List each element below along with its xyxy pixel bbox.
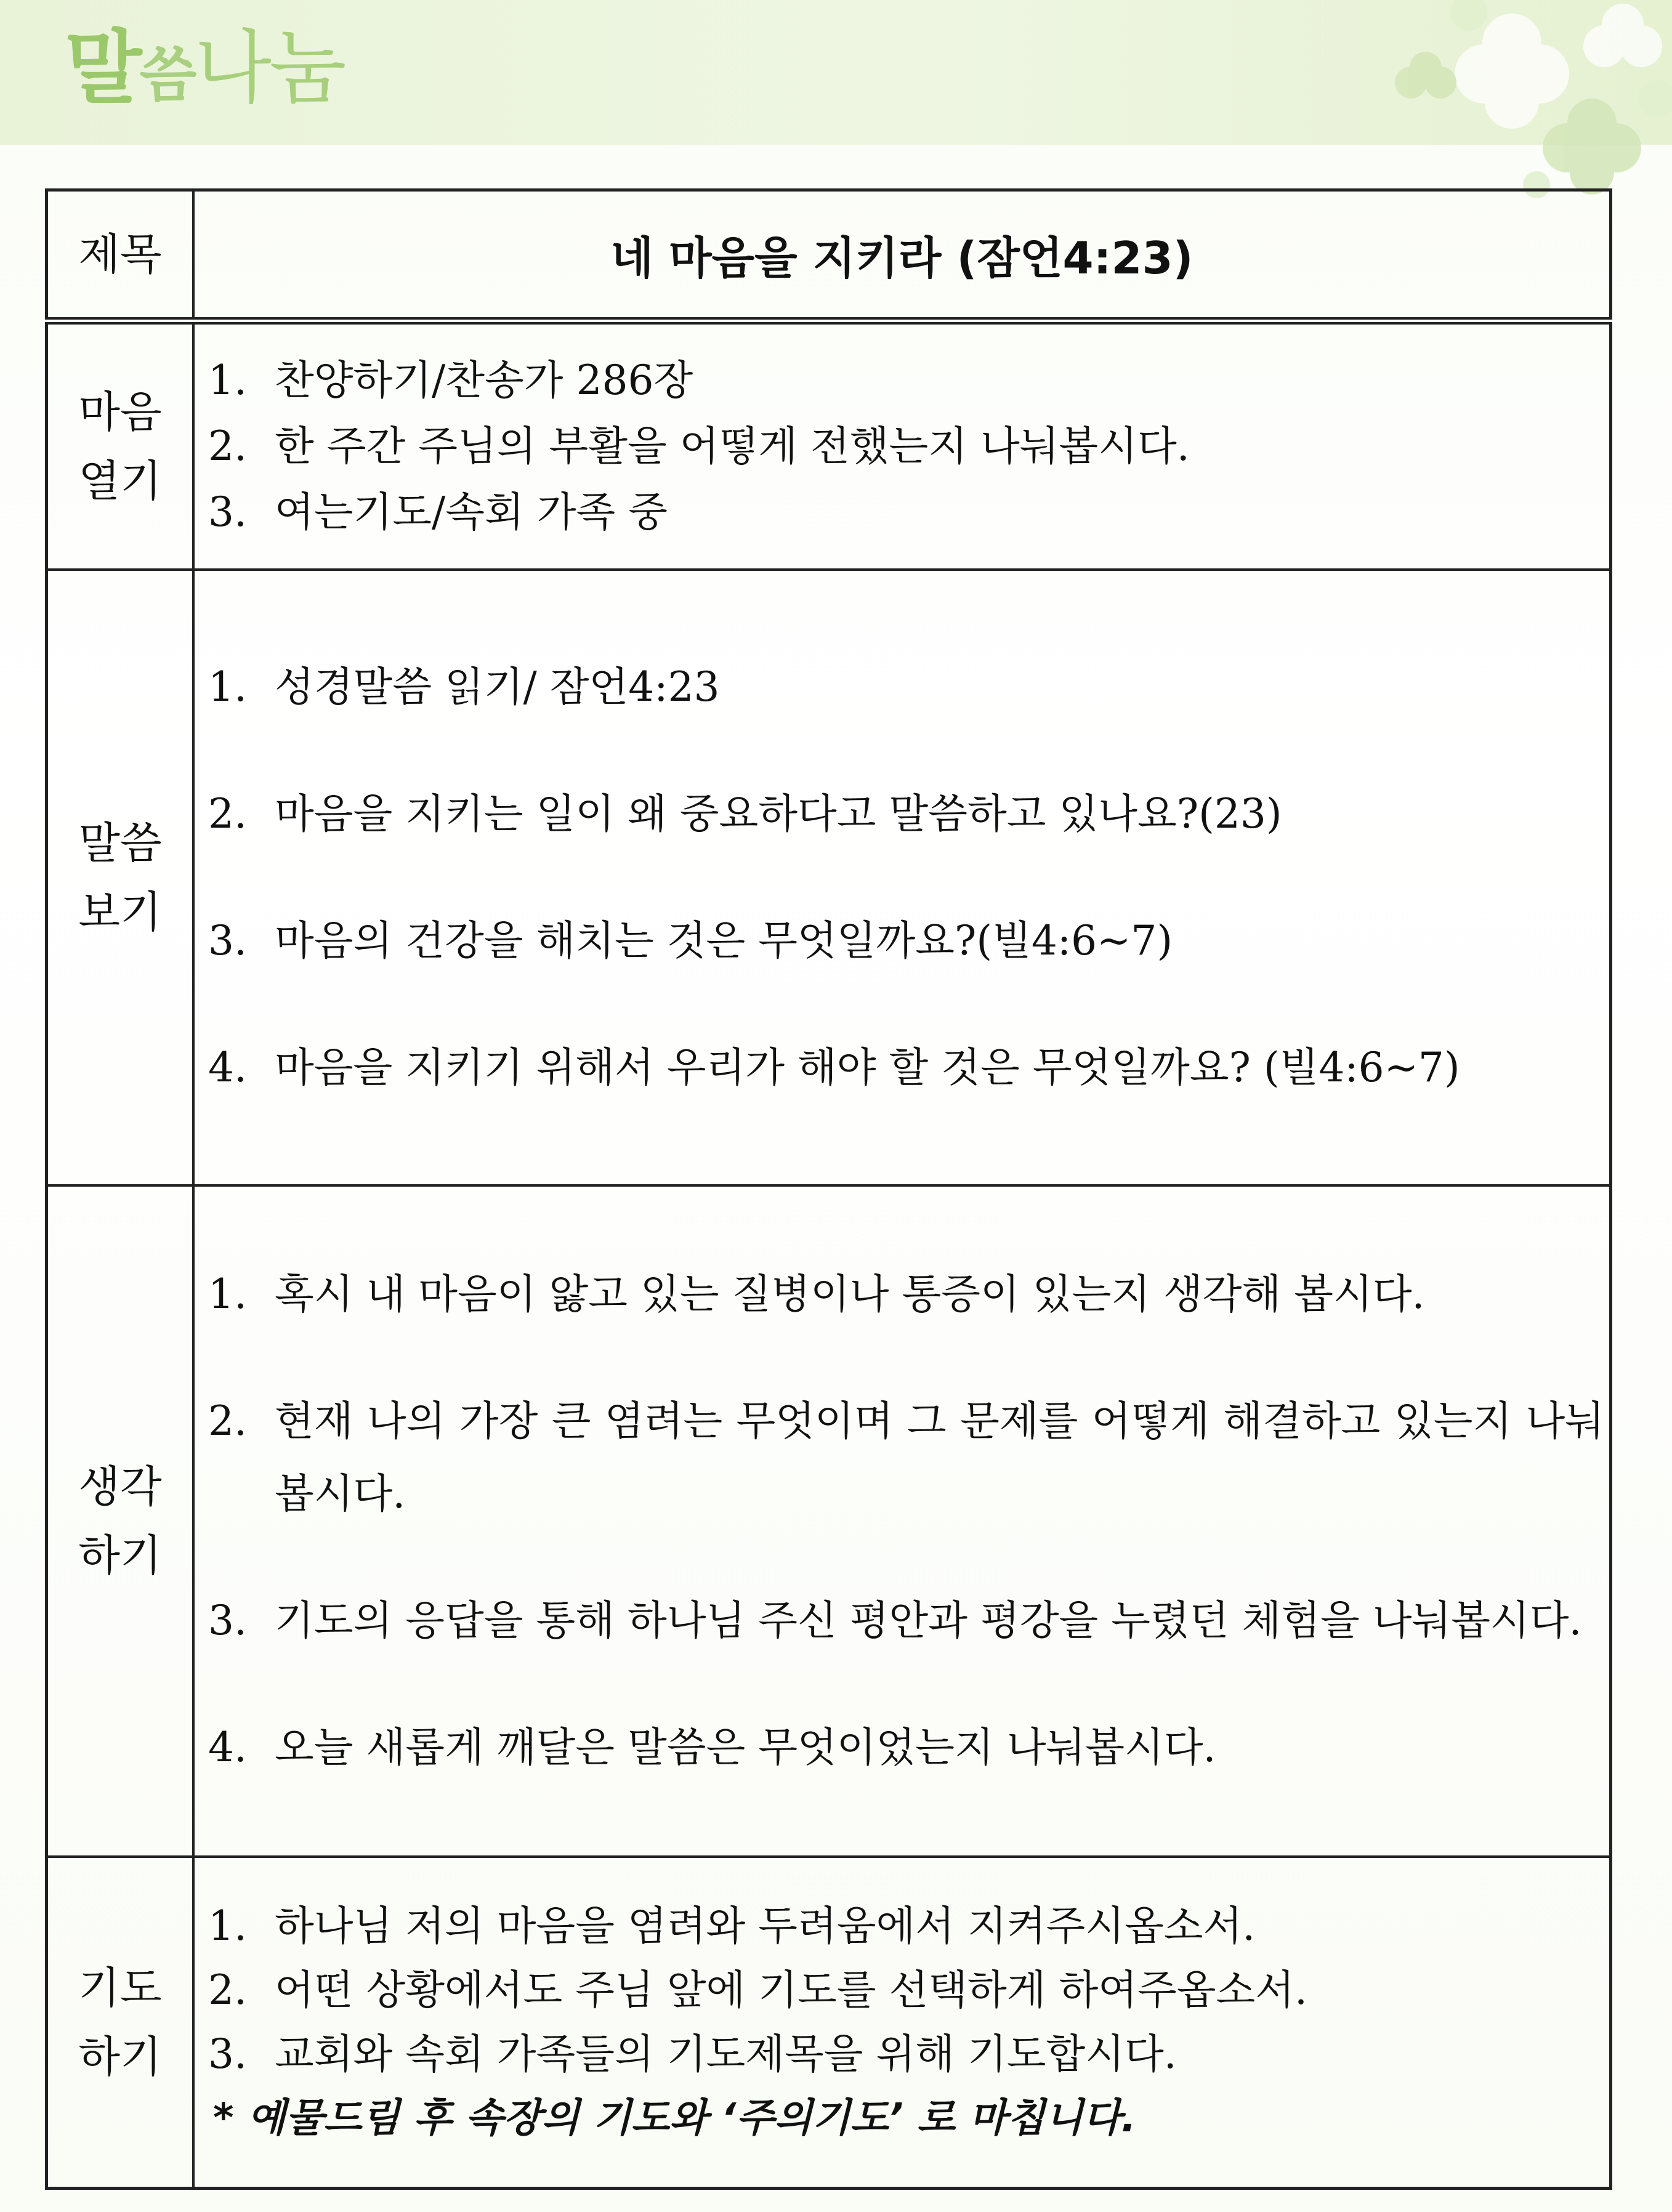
section-label — [47, 321, 194, 570]
item-number: 2. — [208, 422, 247, 470]
item-number: 2. — [208, 1397, 247, 1445]
section-label-line: 생각 — [78, 1461, 162, 1512]
section-label-line: 기도 — [78, 1962, 162, 2013]
section-label — [47, 1857, 194, 2189]
item-text: 하나님 저의 마음을 염려와 두려움에서 지켜주시옵소서. — [275, 1902, 1256, 1950]
list-item — [208, 1584, 1604, 1657]
section-heading — [65, 12, 344, 131]
item-number: 2. — [208, 1966, 247, 2014]
heading-char-1: 말 — [65, 21, 140, 115]
heading-char-2: 씀 — [139, 41, 195, 110]
item-text: 어떤 상황에서도 주님 앞에 기도를 선택하게 하여주옵소서. — [275, 1966, 1307, 2014]
heading-char-3: 나눔 — [194, 21, 344, 115]
item-text: 기도의 응답을 통해 하나님 주신 평안과 평강을 누렸던 체험을 나눠봅시다. — [275, 1596, 1582, 1644]
item-text: 현재 나의 가장 큰 염려는 무엇이며 그 문제를 어떻게 해결하고 있는지 나눠봅시다. — [275, 1397, 1604, 1517]
item-number: 1. — [208, 357, 247, 404]
list-item — [208, 1385, 1604, 1530]
title-label: 제목 — [47, 190, 194, 321]
item-number: 2. — [208, 789, 247, 838]
item-text: 한 주간 주님의 부활을 어떻게 전했는지 나눠봅시다. — [275, 422, 1190, 470]
list-item — [208, 653, 1604, 721]
section-content — [193, 1185, 1611, 1857]
list-item — [208, 2022, 1604, 2086]
section-label-line: 열기 — [78, 455, 162, 506]
item-number: 3. — [208, 488, 247, 536]
item-number: 1. — [208, 1902, 247, 1950]
item-text: 마음을 지키기 위해서 우리가 해야 할 것은 무엇일까요? (빌4:6~7) — [275, 1043, 1460, 1091]
section-label-line: 말씀 — [78, 817, 162, 868]
item-number: 4. — [208, 1043, 247, 1091]
section-content — [193, 570, 1611, 1185]
sharing-table — [45, 188, 1612, 2190]
item-text: 여는기도/속회 가족 중 — [275, 488, 668, 536]
list-item — [208, 479, 1604, 545]
list-item — [208, 1258, 1604, 1331]
closing-note: * 예물드림 후 속장의 기도와 ‘주의기도’ 로 마칩니다. — [213, 2095, 1136, 2141]
item-number: 3. — [208, 2030, 247, 2078]
item-number: 4. — [208, 1723, 247, 1771]
item-text: 마음의 건강을 해치는 것은 무엇일까요?(빌4:6~7) — [275, 916, 1173, 964]
section-label-line: 하기 — [78, 2031, 162, 2082]
sermon-title: 네 마음을 지키라 (잠언4:23) — [193, 190, 1611, 321]
section-row — [47, 1857, 1611, 2189]
list-item — [208, 780, 1604, 848]
list-item — [208, 1958, 1604, 2022]
item-number: 1. — [208, 1270, 247, 1318]
item-text: 찬양하기/찬송가 286장 — [275, 357, 693, 404]
item-text: 성경말씀 읽기/ 잠언4:23 — [275, 663, 720, 711]
item-number: 1. — [208, 663, 247, 711]
list-item — [208, 1894, 1604, 1958]
section-row — [47, 321, 1611, 570]
section-row — [47, 1185, 1611, 1857]
section-label-line: 마음 — [78, 386, 162, 437]
item-text: 오늘 새롭게 깨달은 말씀은 무엇이었는지 나눠봅시다. — [275, 1723, 1216, 1771]
list-item — [208, 1711, 1604, 1784]
section-label-line: 하기 — [78, 1530, 162, 1581]
list-item — [208, 1034, 1604, 1102]
section-label — [47, 1185, 194, 1857]
item-number: 3. — [208, 1596, 247, 1644]
item-text: 교회와 속회 가족들의 기도제목을 위해 기도합시다. — [275, 2030, 1177, 2078]
section-row — [47, 570, 1611, 1185]
section-label — [47, 570, 194, 1185]
item-number: 3. — [208, 916, 247, 964]
title-row — [47, 190, 1611, 321]
list-item — [208, 413, 1604, 479]
section-content — [193, 321, 1611, 570]
section-content — [193, 1857, 1611, 2189]
item-text: 마음을 지키는 일이 왜 중요하다고 말씀하고 있나요?(23) — [275, 789, 1282, 838]
item-text: 혹시 내 마음이 앓고 있는 질병이나 통증이 있는지 생각해 봅시다. — [275, 1270, 1425, 1318]
list-item — [208, 907, 1604, 975]
section-label-line: 보기 — [78, 886, 162, 937]
list-item — [208, 347, 1604, 413]
